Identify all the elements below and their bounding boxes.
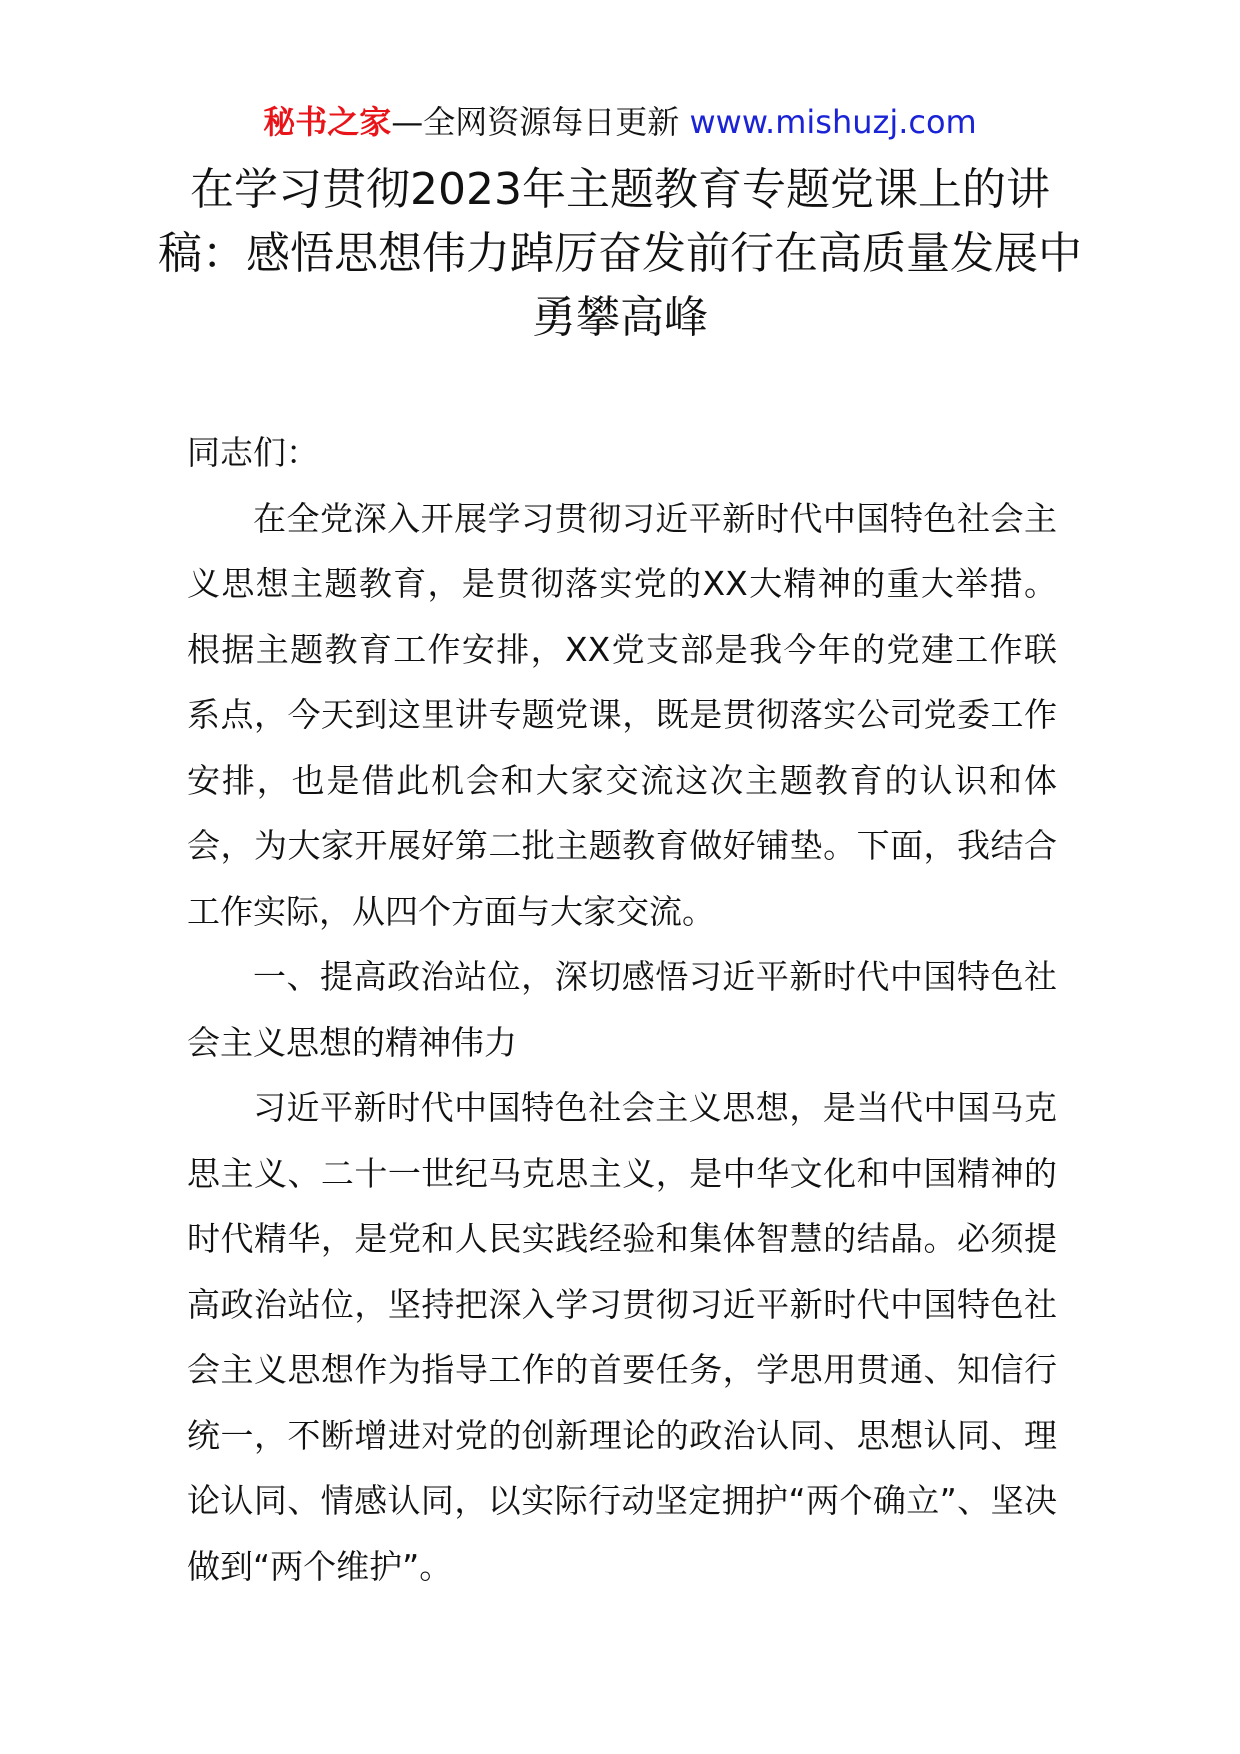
section-heading-1: 一、提高政治站位，深切感悟习近平新时代中国特色社会主义思想的精神伟力 <box>187 957 1057 1062</box>
website-link[interactable]: www.mishuzj.com <box>689 103 977 141</box>
document-body <box>187 420 1057 1599</box>
brand-name: 秘书之家 <box>263 103 392 141</box>
banner-tagline: —全网资源每日更新 <box>391 103 690 141</box>
header-banner <box>0 100 1240 144</box>
document-title: 在学习贯彻2023年主题教育专题党课上的讲稿：感悟思想伟力踔厉奋发前行在高质量发展中勇攀高峰 <box>158 164 1082 343</box>
paragraph-intro: 在全党深入开展学习贯彻习近平新时代中国特色社会主义思想主题教育，是贯彻落实党的XX大精神的重大举措。根据主题教育工作安排，XX党支部是我今年的党建工作联系点，今天到这里讲专题党课，既是贯彻落实公司党委工作安排，也是借此机会和大家交流这次主题教育的认识和体会，为大家开展好第二批主题教育做好铺垫。下面，我结合工作实际，从四个方面与大家交流。 <box>187 498 1057 931</box>
salutation: 同志们： <box>187 433 319 472</box>
paragraph-section-1: 习近平新时代中国特色社会主义思想，是当代中国马克思主义、二十一世纪马克思主义，是中华文化和中国精神的时代精华，是党和人民实践经验和集体智慧的结晶。必须提高政治站位，坚持把深入学习贯彻习近平新时代中国特色社会主义思想作为指导工作的首要任务，学思用贯通、知信行统一，不断增进对党的创新理论的政治认同、思想认同、理论认同、情感认同，以实际行动坚定拥护“两个确立”、坚决做到“两个维护”。 <box>187 1088 1057 1586</box>
